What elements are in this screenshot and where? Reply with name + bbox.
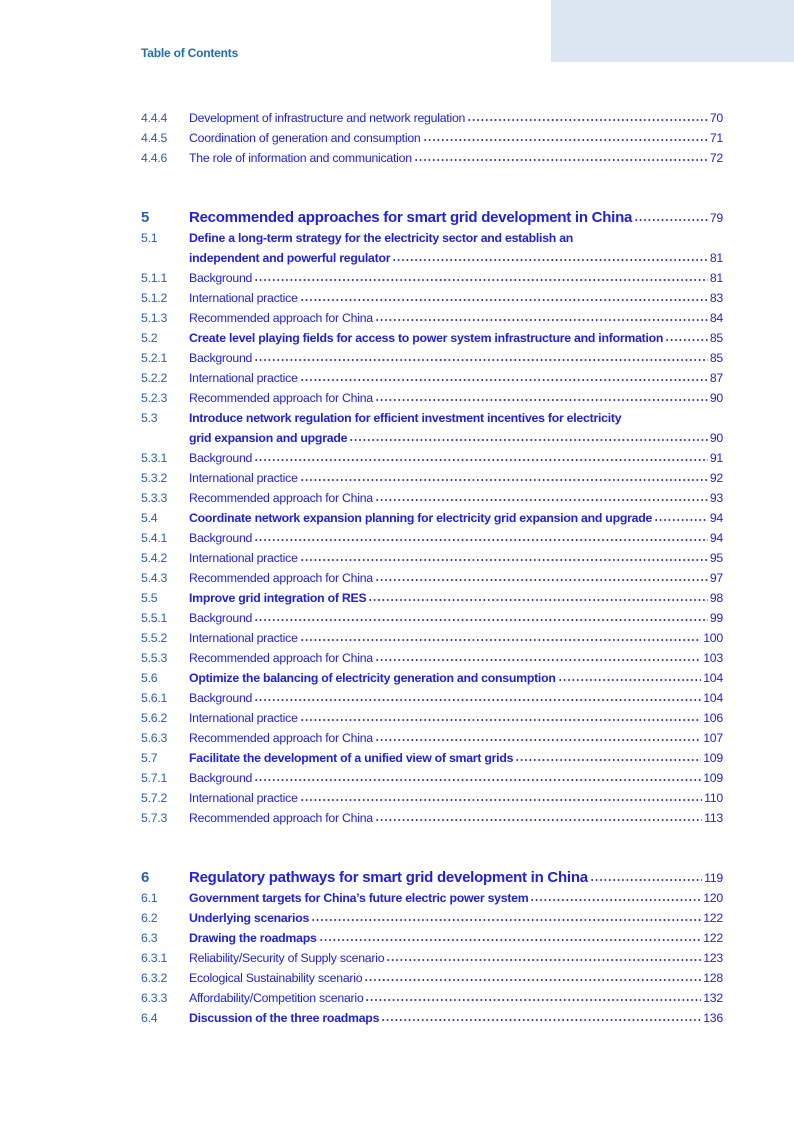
entry-title[interactable]: International practice <box>189 471 298 485</box>
entry-number: 4.4.4 <box>141 111 168 125</box>
entry-title[interactable]: Background <box>189 691 253 705</box>
entry-page-number[interactable]: 119 <box>704 871 723 885</box>
entry-number: 6.3.3 <box>141 991 168 1005</box>
entry-title[interactable]: Background <box>189 611 253 625</box>
entry-number: 6.2 <box>141 911 158 925</box>
dot-leader <box>414 152 708 162</box>
entry-page-number[interactable]: 110 <box>704 791 723 805</box>
toc-entry[interactable] <box>141 908 723 928</box>
entry-page-number[interactable]: 123 <box>703 951 723 965</box>
entry-page-number[interactable]: 104 <box>703 671 723 685</box>
entry-number: 5.7.1 <box>141 771 168 785</box>
toc-entry[interactable] <box>141 148 723 168</box>
toc-entry[interactable] <box>141 808 723 828</box>
dot-leader <box>375 812 702 822</box>
entry-title[interactable]: Regulatory pathways for smart grid development in China <box>189 869 588 886</box>
toc-entry[interactable] <box>141 628 723 648</box>
entry-title[interactable]: Coordinate network expansion planning for electricity grid expansion and upgrade <box>189 511 653 525</box>
toc-entry[interactable] <box>141 308 723 328</box>
toc-entry[interactable] <box>141 728 723 748</box>
entry-number: 5.1.1 <box>141 271 168 285</box>
dot-leader <box>368 592 707 602</box>
entry-page-number[interactable]: 94 <box>709 511 723 525</box>
entry-page-number[interactable]: 81 <box>709 251 723 265</box>
toc-entry[interactable] <box>141 328 723 348</box>
entry-number: 5.2.1 <box>141 351 168 365</box>
dot-leader <box>319 932 702 942</box>
entry-page-number[interactable]: 132 <box>703 991 723 1005</box>
dot-leader <box>254 452 708 462</box>
entry-number: 5.7.2 <box>141 791 168 805</box>
toc-entry[interactable] <box>141 128 723 148</box>
entry-page-number[interactable]: 90 <box>709 431 723 445</box>
toc-entry[interactable] <box>141 108 723 128</box>
entry-page-number[interactable]: 72 <box>709 151 723 165</box>
table-of-contents <box>141 108 723 1028</box>
entry-page-number[interactable]: 94 <box>709 531 723 545</box>
toc-entry[interactable] <box>141 368 723 388</box>
dot-leader <box>386 952 701 962</box>
entry-page-number[interactable]: 109 <box>703 771 723 785</box>
entry-number: 5.2.2 <box>141 371 168 385</box>
dot-leader <box>254 692 701 702</box>
toc-entry[interactable] <box>141 668 723 688</box>
entry-number: 5.6 <box>141 671 158 685</box>
entry-number: 5.2.3 <box>141 391 168 405</box>
entry-title[interactable]: Affordability/Competition scenario <box>189 991 364 1005</box>
entry-page-number[interactable]: 79 <box>709 211 723 225</box>
toc-entry[interactable] <box>141 768 723 788</box>
entry-number: 4.4.6 <box>141 151 168 165</box>
dot-leader <box>558 672 702 682</box>
toc-entry[interactable] <box>141 548 723 568</box>
entry-page-number[interactable]: 93 <box>709 491 723 505</box>
toc-entry[interactable] <box>141 608 723 628</box>
toc-entry[interactable] <box>141 948 723 968</box>
entry-number: 6.4 <box>141 1011 158 1025</box>
entry-page-number[interactable]: 136 <box>703 1011 723 1025</box>
entry-page-number[interactable]: 109 <box>703 751 723 765</box>
dot-leader <box>375 732 701 742</box>
toc-entry[interactable] <box>141 248 723 268</box>
entry-title[interactable]: Recommended approach for China <box>189 571 373 585</box>
entry-title[interactable]: International practice <box>189 551 298 565</box>
entry-title[interactable]: International practice <box>189 371 298 385</box>
entry-title[interactable]: International practice <box>189 631 298 645</box>
entry-title[interactable]: Background <box>189 531 253 545</box>
dot-leader <box>423 132 708 142</box>
entry-number: 5.5.1 <box>141 611 168 625</box>
entry-page-number[interactable]: 122 <box>703 931 723 945</box>
entry-title[interactable]: Government targets for China’s future electric power system <box>189 891 529 905</box>
toc-entry[interactable] <box>141 568 723 588</box>
entry-title[interactable]: Background <box>189 351 253 365</box>
dot-leader <box>375 572 708 582</box>
header-corner-band <box>551 0 794 62</box>
entry-title[interactable]: grid expansion and upgrade <box>189 431 348 445</box>
entry-title[interactable]: Background <box>189 451 253 465</box>
entry-title[interactable]: Ecological Sustainability scenario <box>189 971 363 985</box>
entry-page-number[interactable]: 98 <box>709 591 723 605</box>
entry-number: 5 <box>141 209 150 226</box>
entry-number: 6.3.1 <box>141 951 168 965</box>
entry-title[interactable]: Underlying scenarios <box>189 911 310 925</box>
dot-leader <box>365 992 701 1002</box>
toc-entry[interactable] <box>141 788 723 808</box>
toc-entry[interactable] <box>141 468 723 488</box>
entry-number: 5.4.3 <box>141 571 168 585</box>
dot-leader <box>530 892 701 902</box>
entry-number: 6.1 <box>141 891 158 905</box>
entry-page-number[interactable]: 107 <box>703 731 723 745</box>
dot-leader <box>300 632 702 642</box>
dot-leader <box>665 332 708 342</box>
dot-leader <box>375 312 708 322</box>
dot-leader <box>375 492 708 502</box>
entry-title[interactable]: Recommended approaches for smart grid development in China <box>189 209 633 226</box>
entry-number: 5.4 <box>141 511 158 525</box>
dot-leader <box>467 112 708 122</box>
entry-title[interactable]: Discussion of the three roadmaps <box>189 1011 380 1025</box>
entry-title[interactable]: Recommended approach for China <box>189 311 373 325</box>
entry-title[interactable]: Recommended approach for China <box>189 731 373 745</box>
toc-entry[interactable] <box>141 388 723 408</box>
entry-number: 5.3.3 <box>141 491 168 505</box>
entry-page-number[interactable]: 84 <box>709 311 723 325</box>
entry-title[interactable]: Background <box>189 771 253 785</box>
entry-title[interactable]: International practice <box>189 291 298 305</box>
entry-page-number[interactable]: 70 <box>709 111 723 125</box>
entry-page-number[interactable]: 97 <box>709 571 723 585</box>
entry-title[interactable]: Introduce network regulation for efficient investment incentives for electricity <box>189 411 622 425</box>
dot-leader <box>254 532 708 542</box>
entry-title[interactable]: Recommended approach for China <box>189 651 373 665</box>
entry-number: 5.6.2 <box>141 711 168 725</box>
dot-leader <box>300 712 702 722</box>
entry-page-number[interactable]: 103 <box>703 651 723 665</box>
toc-entry[interactable] <box>141 888 723 908</box>
entry-number: 5.1 <box>141 231 158 245</box>
entry-number: 5.7.3 <box>141 811 168 825</box>
toc-entry[interactable] <box>141 748 723 768</box>
dot-leader <box>300 292 708 302</box>
entry-page-number[interactable]: 99 <box>709 611 723 625</box>
entry-number: 5.6.3 <box>141 731 168 745</box>
entry-page-number[interactable]: 104 <box>703 691 723 705</box>
toc-entry[interactable] <box>141 588 723 608</box>
entry-number: 5.3.2 <box>141 471 168 485</box>
entry-number: 5.3.1 <box>141 451 168 465</box>
entry-title[interactable]: Development of infrastructure and network regulation <box>189 111 466 125</box>
entry-number: 5.5 <box>141 591 158 605</box>
entry-title[interactable]: Recommended approach for China <box>189 491 373 505</box>
entry-page-number[interactable]: 83 <box>709 291 723 305</box>
dot-leader <box>515 752 701 762</box>
toc-entry[interactable] <box>141 868 723 888</box>
entry-page-number[interactable]: 92 <box>709 471 723 485</box>
entry-page-number[interactable]: 122 <box>703 911 723 925</box>
entry-page-number[interactable]: 87 <box>709 371 723 385</box>
entry-number: 5.4.1 <box>141 531 168 545</box>
toc-entry[interactable] <box>141 528 723 548</box>
toc-entry[interactable] <box>141 208 723 228</box>
entry-number: 5.4.2 <box>141 551 168 565</box>
entry-title[interactable]: Recommended approach for China <box>189 391 373 405</box>
entry-page-number[interactable]: 85 <box>709 331 723 345</box>
running-header: Table of Contents <box>141 46 239 60</box>
entry-page-number[interactable]: 71 <box>709 131 723 145</box>
entry-page-number[interactable]: 113 <box>704 811 723 825</box>
toc-entry[interactable] <box>141 648 723 668</box>
entry-number: 6 <box>141 869 150 886</box>
entry-number: 5.5.2 <box>141 631 168 645</box>
toc-entry[interactable] <box>141 988 723 1008</box>
entry-number: 5.3 <box>141 411 158 425</box>
entry-number: 5.2 <box>141 331 158 345</box>
entry-number: 5.1.2 <box>141 291 168 305</box>
entry-number: 5.6.1 <box>141 691 168 705</box>
entry-page-number[interactable]: 120 <box>703 891 723 905</box>
entry-title[interactable]: Improve grid integration of RES <box>189 591 367 605</box>
toc-entry[interactable] <box>141 268 723 288</box>
dot-leader <box>375 652 701 662</box>
entry-title[interactable]: Recommended approach for China <box>189 811 373 825</box>
toc-entry[interactable] <box>141 1008 723 1028</box>
toc-entry[interactable] <box>141 928 723 948</box>
entry-title[interactable]: International practice <box>189 791 298 805</box>
entry-number: 6.3.2 <box>141 971 168 985</box>
dot-leader <box>300 372 708 382</box>
dot-leader <box>300 552 708 562</box>
entry-title[interactable]: The role of information and communication <box>189 151 412 165</box>
dot-leader <box>364 972 701 982</box>
entry-number: 6.3 <box>141 931 158 945</box>
toc-entry[interactable] <box>141 508 723 528</box>
dot-leader <box>311 912 701 922</box>
entry-page-number[interactable]: 90 <box>709 391 723 405</box>
dot-leader <box>381 1012 701 1022</box>
toc-entry[interactable] <box>141 348 723 368</box>
toc-entry[interactable] <box>141 288 723 308</box>
dot-leader <box>300 472 708 482</box>
dot-leader <box>590 872 702 882</box>
entry-page-number[interactable]: 95 <box>709 551 723 565</box>
toc-entry[interactable] <box>141 688 723 708</box>
dot-leader <box>254 272 708 282</box>
entry-title[interactable]: Define a long-term strategy for the electricity sector and establish an <box>189 231 574 245</box>
dot-leader <box>375 392 708 402</box>
toc-entry[interactable] <box>141 968 723 988</box>
dot-leader <box>392 252 708 262</box>
entry-title[interactable]: International practice <box>189 711 298 725</box>
toc-entry[interactable] <box>141 428 723 448</box>
dot-leader <box>634 212 708 222</box>
entry-page-number[interactable]: 91 <box>709 451 723 465</box>
dot-leader <box>254 352 708 362</box>
entry-number: 5.7 <box>141 751 158 765</box>
toc-entry[interactable] <box>141 228 723 248</box>
dot-leader <box>254 772 701 782</box>
dot-leader <box>654 512 708 522</box>
entry-title[interactable]: Background <box>189 271 253 285</box>
entry-title[interactable]: Coordination of generation and consumption <box>189 131 421 145</box>
entry-title[interactable]: Drawing the roadmaps <box>189 931 317 945</box>
entry-title[interactable]: Create level playing fields for access to power system infrastructure and information <box>189 331 664 345</box>
entry-page-number[interactable]: 81 <box>709 271 723 285</box>
entry-page-number[interactable]: 100 <box>703 631 723 645</box>
entry-title[interactable]: Facilitate the development of a unified view of smart grids <box>189 751 514 765</box>
entry-page-number[interactable]: 85 <box>709 351 723 365</box>
toc-entry[interactable] <box>141 708 723 728</box>
toc-entry[interactable] <box>141 448 723 468</box>
entry-title[interactable]: independent and powerful regulator <box>189 251 391 265</box>
entry-title[interactable]: Reliability/Security of Supply scenario <box>189 951 385 965</box>
entry-number: 5.1.3 <box>141 311 168 325</box>
dot-leader <box>254 612 708 622</box>
toc-entry[interactable] <box>141 488 723 508</box>
entry-page-number[interactable]: 106 <box>703 711 723 725</box>
entry-number: 4.4.5 <box>141 131 168 145</box>
entry-page-number[interactable]: 128 <box>703 971 723 985</box>
entry-title[interactable]: Optimize the balancing of electricity generation and consumption <box>189 671 556 685</box>
entry-number: 5.5.3 <box>141 651 168 665</box>
toc-entry[interactable] <box>141 408 723 428</box>
dot-leader <box>349 432 708 442</box>
dot-leader <box>300 792 702 802</box>
